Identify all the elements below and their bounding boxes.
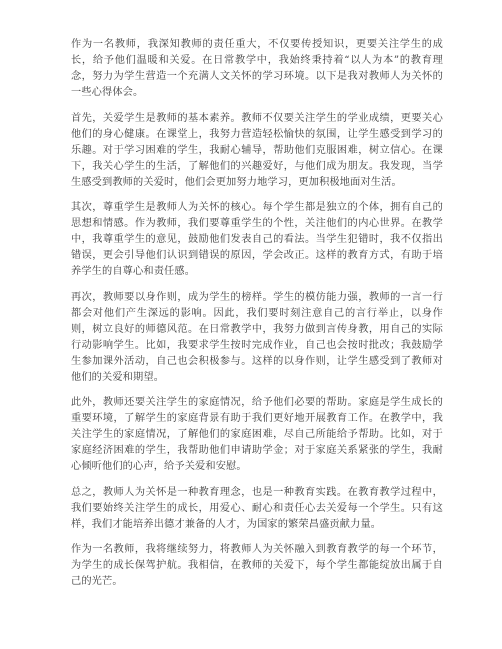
paragraph-intro: 作为一名教师，我深知教师的责任重大，不仅要传授知识，更要关注学生的成长，给予他们温暖和关爱。在日常教学中，我始终秉持着“以人为本”的教育理念，努力为学生营造一个充满人文关怀的学习环境。以下是我对教师人为关怀的一些心得体会。 bbox=[71, 39, 443, 98]
paragraph-caring: 首先，关爱学生是教师的基本素养。教师不仅要关注学生的学业成绩，更要关心他们的身心健康。在课堂上，我努力营造轻松愉快的氛围，让学生感受到学习的乐趣。对于学习困难的学生，我耐心辅导，帮助他们克服困难，树立信心。在课下，我关心学生的生活，了解他们的兴趣爱好，与他们成为朋友。我发现，当学生感受到教师的关爱时，他们会更加努力地学习，更加积极地面对生活。 bbox=[71, 112, 443, 188]
paragraph-respect: 其次，尊重学生是教师人为关怀的核心。每个学生都是独立的个体，拥有自己的思想和情感。作为教师，我们要尊重学生的个性，关注他们的内心世界。在教学中，我尊重学生的意见，鼓励他们发表自己的看法。当学生犯错时，我不仅指出错误，更会引导他们认识到错误的原因，学会改正。这样的教育方式，有助于培养学生的自尊心和责任感。 bbox=[71, 202, 443, 277]
paragraph-summary: 总之，教师人为关怀是一种教育理念，也是一种教育实践。在教育教学过程中，我们要始终关注学生的成长，用爱心、耐心和责任心去关爱每一个学生。只有这样，我们才能培养出德才兼备的人才，为国家的繁荣昌盛贡献力量。 bbox=[71, 486, 443, 530]
document-body bbox=[71, 37, 443, 600]
paragraph-role-model: 再次，教师要以身作则，成为学生的榜样。学生的模仿能力强，教师的一言一行都会对他们产生深远的影响。因此，我们要时刻注意自己的言行举止，以身作则，树立良好的师德风范。在日常教学中，我努力做到言传身教，用自己的实际行动影响学生。比如，我要求学生按时完成作业，自己也会按时批改；我鼓励学生参加课外活动，自己也会积极参与。这样的以身作则，让学生感受到了教师对他们的关爱和期望。 bbox=[71, 291, 443, 383]
paragraph-closing: 作为一名教师，我将继续努力，将教师人为关怀融入到教育教学的每一个环节，为学生的成长保驾护航。我相信，在教师的关爱下，每个学生都能绽放出属于自己的光芒。 bbox=[71, 544, 443, 587]
paragraph-family: 此外，教师还要关注学生的家庭情况，给予他们必要的帮助。家庭是学生成长的重要环境，了解学生的家庭背景有助于我们更好地开展教育工作。在教学中，我关注学生的家庭情况，了解他们的家庭困难，尽自己所能给予帮助。比如，对于家庭经济困难的学生，我帮助他们申请助学金；对于家庭关系紧张的学生，我耐心倾听他们的心声，给予关爱和安慰。 bbox=[71, 397, 443, 472]
